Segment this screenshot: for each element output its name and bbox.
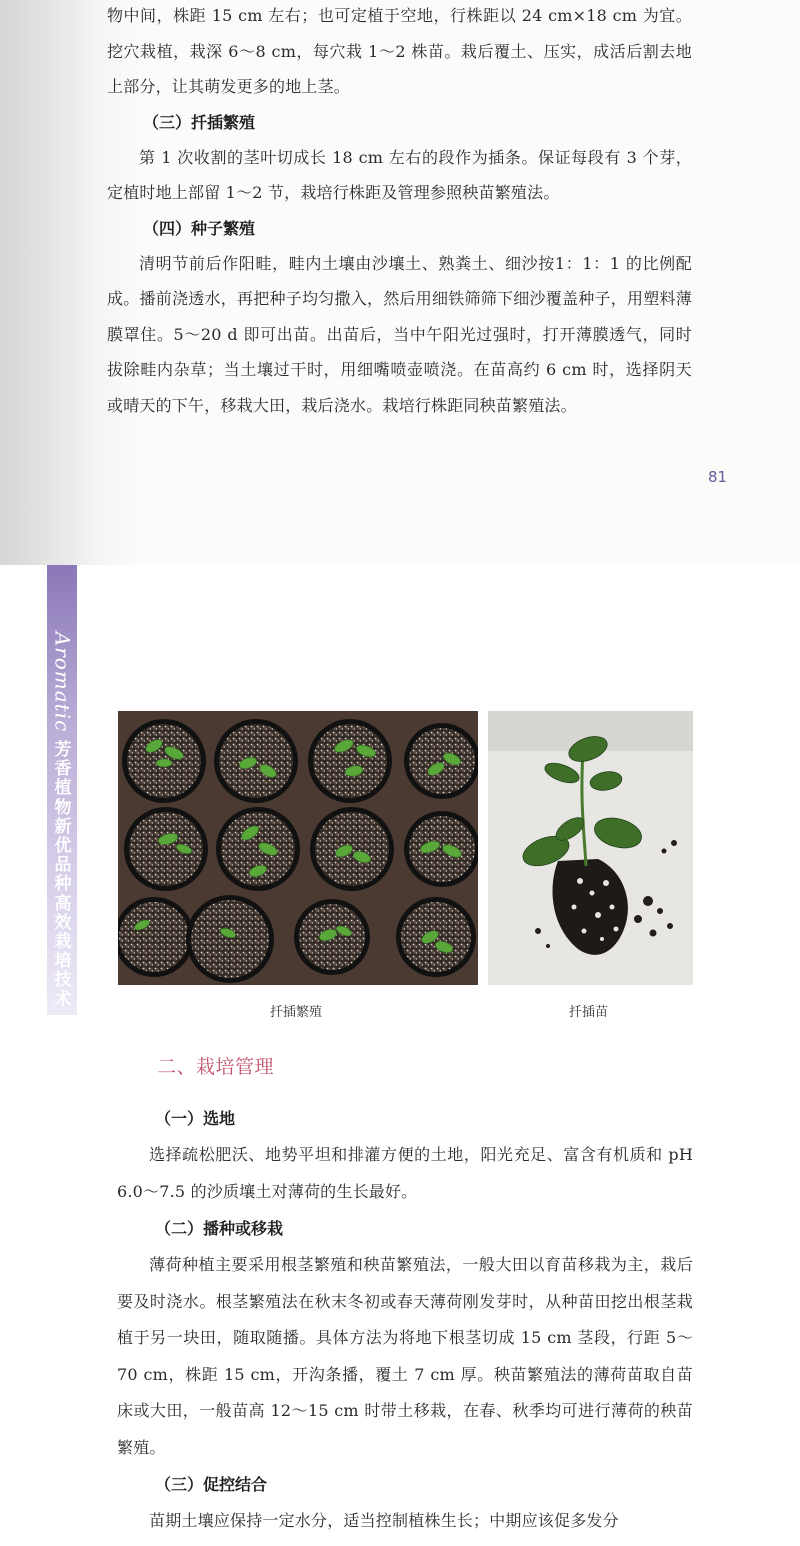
caption-cutting-seedling: 扦插苗 [569, 1005, 609, 1020]
book-title-vertical: 芳香植物新优品种高效栽培技术 [54, 740, 72, 1010]
heading-seed-propagation: （四）种子繁殖 [143, 218, 256, 238]
heading-site-selection: （一）选地 [155, 1109, 236, 1128]
paragraph-seed: 清明节前后作阳畦，畦内土壤由沙壤土、熟粪土、细沙按1：1：1 的比例配成。播前浇透水，再把种子均匀撒入，然后用细铁筛筛下细沙覆盖种子，用塑料薄膜罩住。5～20 d 即可出苗。出苗后，当中午阳光过强时，打开薄膜透气，同时拔除畦内杂草；当土壤过干时，用细嘴喷壶喷浇。在苗高约 6 cm 时，选择阴天或晴天的下午，移栽大田，栽后浇水。栽培行株距同秧苗繁殖法。 [107, 253, 692, 415]
side-script-text: Aromatic [50, 631, 75, 733]
paragraph-growth-control: 苗期土壤应保持一定水分，适当控制植株生长；中期应该促多发分 [149, 1511, 619, 1530]
paragraph-site-selection: 选择疏松肥沃、地势平坦和排灌方便的土地，阳光充足、富含有机质和 pH 6.0～7.5 的沙质壤土对薄荷的生长最好。 [117, 1145, 693, 1201]
paragraph-sowing-transplanting: 薄荷种植主要采用根茎繁殖和秧苗繁殖法，一般大田以育苗移栽为主，栽后要及时浇水。根茎繁殖法在秋末冬初或春天薄荷刚发芽时，从种苗田挖出根茎栽植于另一块田，随取随播。具体方法为将地下根茎切成 15 cm 茎段，行距 5～70 cm，株距 15 cm，开沟条播，覆土 7 cm 厚。秧苗繁殖法的薄荷苗取自苗床或大田，一般苗高 12～15 cm 时带土移栽，在春、秋季均可进行薄荷的秧苗繁殖。 [117, 1255, 693, 1457]
photo-cutting-propagation [118, 711, 478, 985]
page-81 [0, 0, 800, 565]
photo-cutting-seedling [488, 711, 693, 985]
page-82 [0, 565, 800, 1546]
potted-cuttings-illustration [118, 711, 478, 985]
page-number: 81 [708, 468, 728, 486]
heading-sowing-transplanting: （二）播种或移栽 [155, 1219, 284, 1238]
paragraph-planting: 物中间，株距 15 cm 左右；也可定植于空地，行株距以 24 cm×18 cm 为宜。挖穴栽植，栽深 6～8 cm，每穴栽 1～2 株苗。栽后覆土、压实，成活后割去地上部分，让其萌发更多的地上茎。 [107, 6, 692, 96]
caption-cutting-propagation: 扦插繁殖 [270, 1005, 323, 1020]
heading-cutting-propagation: （三）扦插繁殖 [143, 112, 256, 132]
page-81-text [107, 0, 692, 423]
section-title-cultivation: 二、栽培管理 [157, 1056, 275, 1078]
page-82-text [117, 1100, 693, 1540]
paragraph-cutting: 第 1 次收割的茎叶切成长 18 cm 左右的段作为插条。保证每段有 3 个芽，定植时地上部留 1～2 节，栽培行株距及管理参照秧苗繁殖法。 [107, 147, 692, 202]
page-fold-shadow [0, 0, 100, 565]
rooted-seedling-illustration [488, 711, 693, 985]
heading-growth-control: （三）促控结合 [155, 1475, 268, 1494]
